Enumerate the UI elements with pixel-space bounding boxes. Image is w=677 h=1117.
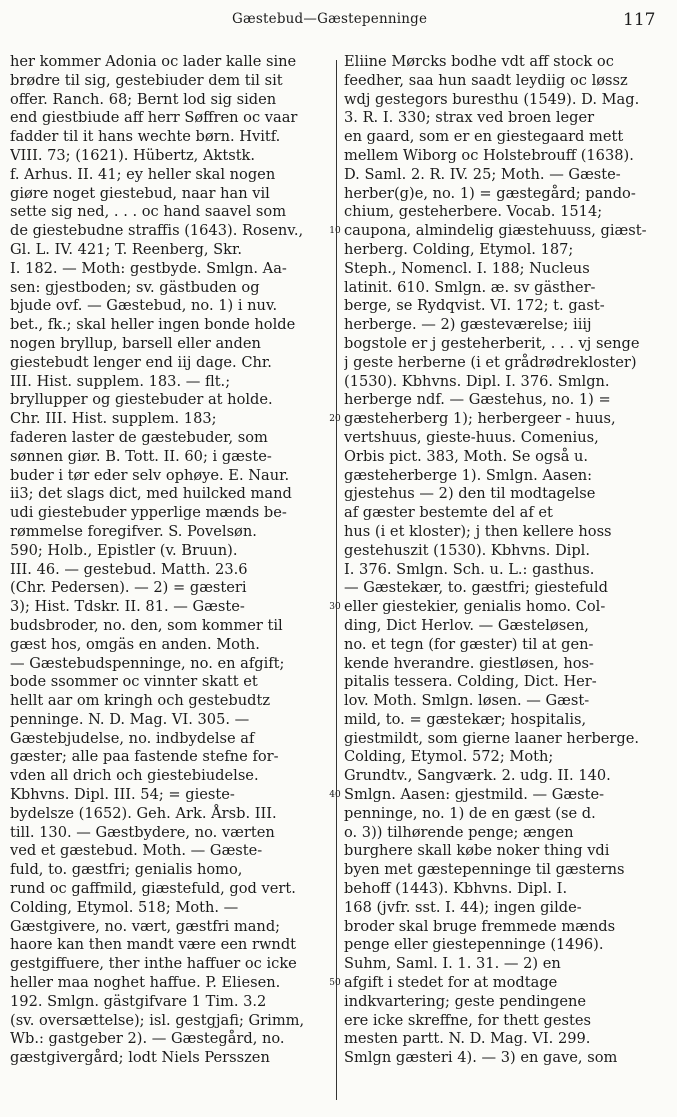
text-line: udi giestebuder ypperlige mænds be- xyxy=(10,504,287,522)
text-line: kende hverandre. giestløsen, hos- xyxy=(344,654,594,672)
text-line: broder skal bruge fremmede mænds xyxy=(344,917,616,935)
text-line: Smlgn gæsteri 4). — 3) en gave, som xyxy=(344,1049,618,1067)
text-line: en gaard, som er en giestegaard mett xyxy=(344,128,624,146)
text-line: bode ssommer oc vinnter skatt et xyxy=(10,673,258,691)
text-line: chium, gesteherbere. Vocab. 1514; xyxy=(344,203,603,221)
text-line: (Chr. Pedersen). — 2) = gæsteri xyxy=(10,579,247,597)
text-line: gjestehus — 2) den til modtagelse xyxy=(344,485,596,503)
text-line: haore kan then mandt være een rwndt xyxy=(10,936,297,954)
text-line: budsbroder, no. den, som kommer til xyxy=(10,616,283,634)
text-line: af gæster bestemte del af et xyxy=(344,504,553,522)
text-line: o. 3)) tilhørende penge; ængen xyxy=(344,823,574,841)
text-line: behoff (1443). Kbhvns. Dipl. I. xyxy=(344,880,568,898)
text-line: buder i tør eder selv ophøye. E. Naur. xyxy=(10,466,290,484)
page-number: 117 xyxy=(623,10,656,30)
text-line: vden all drich och giestebiudelse. xyxy=(10,767,259,785)
text-line: III. 46. — gestebud. Matth. 23.6 xyxy=(10,560,248,578)
text-line: — Gæstekær, to. gæstfri; giestefuld xyxy=(344,579,608,597)
text-line: gæstgivergård; lodt Niels Persszen xyxy=(10,1049,270,1067)
text-line: Gæstebjudelse, no. indbydelse af xyxy=(10,729,255,747)
text-line: Kbhvns. Dipl. III. 54; = gieste- xyxy=(10,786,235,804)
text-line: 168 (jvfr. sst. I. 44); ingen gilde- xyxy=(344,898,582,916)
text-line: Colding, Etymol. 572; Moth; xyxy=(344,748,554,766)
text-line: ii3; det slags dict, med huilcked mand xyxy=(10,485,292,503)
text-line: Gæstgivere, no. vært, gæstfri mand; xyxy=(10,917,281,935)
text-line: III. Hist. supplem. 183. — flt.; xyxy=(10,372,231,390)
text-line: mild, to. = gæstekær; hospitalis, xyxy=(344,710,587,728)
text-line: herberge ndf. — Gæstehus, no. 1) = xyxy=(344,391,611,409)
text-line: penninge. N. D. Mag. VI. 305. — xyxy=(10,710,250,728)
text-line: bryllupper og giestebuder at holde. xyxy=(10,391,273,409)
text-line: ere icke skreffne, for thett gestes xyxy=(344,1011,592,1029)
text-line: byen met gæstepenninge til gæsterns xyxy=(344,861,625,879)
text-line: bjude ovf. — Gæstebud, no. 1) i nuv. xyxy=(10,297,278,315)
text-line: caupona, almindelig giæstehuuss, giæst- xyxy=(344,222,647,240)
text-line: Steph., Nomencl. I. 188; Nucleus xyxy=(344,259,590,277)
text-line: gæsteherberg 1); herbergeer - huus, xyxy=(344,410,616,428)
text-line: afgift i stedet for at modtage xyxy=(344,974,558,992)
text-line: herberge. — 2) gæsteværelse; iiij xyxy=(344,316,592,334)
left-column xyxy=(10,53,330,1068)
text-line: latinit. 610. Smlgn. æ. sv gästher- xyxy=(344,278,596,296)
line-number: 50 xyxy=(329,978,341,989)
right-column xyxy=(344,53,670,1068)
text-line: bet., fk.; skal heller ingen bonde holde xyxy=(10,316,296,334)
text-line: gæst hos, omgäs en anden. Moth. xyxy=(10,635,260,653)
text-line: pitalis tessera. Colding, Dict. Her- xyxy=(344,673,597,691)
text-line: lov. Moth. Smlgn. løsen. — Gæst- xyxy=(344,692,590,710)
text-line: 3); Hist. Tdskr. II. 81. — Gæste- xyxy=(10,598,245,616)
text-line: fadder til it hans wechte børn. Hvitf. xyxy=(10,128,281,146)
text-line: 3. R. I. 330; strax ved broen leger xyxy=(344,109,595,127)
text-line: gæster; alle paa fastende stefne for- xyxy=(10,748,279,766)
text-line: gæsteherberge 1). Smlgn. Aasen: xyxy=(344,466,593,484)
text-line: offer. Ranch. 68; Bernt lod sig siden xyxy=(10,90,277,108)
text-line: f. Arhus. II. 41; ey heller skal nogen xyxy=(10,165,276,183)
text-line: Gl. L. IV. 421; T. Reenberg, Skr. xyxy=(10,240,242,258)
text-line: till. 130. — Gæstbydere, no. værten xyxy=(10,823,275,841)
text-line: brødre til sig, gestebiuder dem til sit xyxy=(10,71,283,89)
text-line: sette sig ned, . . . oc hand saavel som xyxy=(10,203,287,221)
text-line: de giestebudne straffis (1643). Rosenv., xyxy=(10,222,304,240)
text-line: Smlgn. Aasen: gjestmild. — Gæste- xyxy=(344,786,605,804)
running-head: Gæstebud—Gæstepenninge xyxy=(232,11,428,27)
text-line: Wb.: gastgeber 2). — Gæstegård, no. xyxy=(10,1030,285,1048)
text-line: nogen bryllup, barsell eller anden xyxy=(10,334,261,352)
text-line: heller maa noghet haffue. P. Eliesen. xyxy=(10,974,281,992)
text-line: burghere skall købe noker thing vdi xyxy=(344,842,610,860)
text-line: ved et gæstebud. Moth. — Gæste- xyxy=(10,842,263,860)
text-line: gestgiffuere, ther inthe haffuer oc icke xyxy=(10,955,297,973)
text-line: no. et tegn (for gæster) til at gen- xyxy=(344,635,594,653)
text-line: eller giestekier, genialis homo. Col- xyxy=(344,598,606,616)
text-line: faderen laster de gæstebuder, som xyxy=(10,428,268,446)
text-line: (sv. oversættelse); isl. gestgjafi; Grimm, xyxy=(10,1011,305,1029)
text-line: sønnen giør. B. Tott. II. 60; i gæste- xyxy=(10,447,272,465)
text-line: mellem Wiborg oc Holstebrouff (1638). xyxy=(344,146,634,164)
text-line: herberg. Colding, Etymol. 187; xyxy=(344,240,574,258)
text-line: 192. Smlgn. gästgifvare 1 Tim. 3.2 xyxy=(10,992,267,1010)
text-line: bydelsze (1652). Geh. Ark. Årsb. III. xyxy=(10,804,277,822)
line-number: 40 xyxy=(329,790,341,801)
line-number: 10 xyxy=(329,226,341,237)
text-line: penninge, no. 1) de en gæst (se d. xyxy=(344,804,596,822)
line-number: 30 xyxy=(329,602,341,613)
text-line: 590; Holb., Epistler (v. Bruun). xyxy=(10,541,238,559)
text-line: Colding, Etymol. 518; Moth. — xyxy=(10,898,239,916)
text-line: (1530). Kbhvns. Dipl. I. 376. Smlgn. xyxy=(344,372,610,390)
text-line: mesten partt. N. D. Mag. VI. 299. xyxy=(344,1030,591,1048)
text-line: Orbis pict. 383, Moth. Se også u. xyxy=(344,447,589,465)
text-line: j geste herberne (i et grådrødrekloster) xyxy=(344,353,637,371)
text-line: VIII. 73; (1621). Hübertz, Aktstk. xyxy=(10,146,256,164)
text-line: hellt aar om kringh och gestebudtz xyxy=(10,692,271,710)
text-line: wdj gestegors buresthu (1549). D. Mag. xyxy=(344,90,640,108)
text-line: I. 182. — Moth: gestbyde. Smlgn. Aa- xyxy=(10,259,287,277)
text-line: gestehuszit (1530). Kbhvns. Dipl. xyxy=(344,541,590,559)
text-line: bogstole er j gesteherberit, . . . vj senge xyxy=(344,334,640,352)
text-line: her kommer Adonia oc lader kalle sine xyxy=(10,53,297,70)
text-line: rund oc gaffmild, giæstefuld, god vert. xyxy=(10,880,296,898)
text-line: end giestbiude aff herr Søffren oc vaar xyxy=(10,109,298,127)
text-line: giestebudt lenger end iij dage. Chr. xyxy=(10,353,272,371)
column-divider xyxy=(336,60,337,1100)
text-line: feedher, saa hun saadt leydiig oc løssz xyxy=(344,71,628,89)
text-line: Chr. III. Hist. supplem. 183; xyxy=(10,410,217,428)
text-line: Eliine Mørcks bodhe vdt aff stock oc xyxy=(344,53,614,70)
text-line: vertshuus, gieste-huus. Comenius, xyxy=(344,428,599,446)
text-line: indkvartering; geste pendingene xyxy=(344,992,587,1010)
text-line: giestmildt, som gierne laaner herberge. xyxy=(344,729,640,747)
page-header xyxy=(0,0,677,60)
text-line: berge, se Rydqvist. VI. 172; t. gast- xyxy=(344,297,605,315)
text-line: hus (i et kloster); j then kellere hoss xyxy=(344,522,612,540)
text-line: Grundtv., Sangværk. 2. udg. II. 140. xyxy=(344,767,611,785)
text-line: D. Saml. 2. R. IV. 25; Moth. — Gæste- xyxy=(344,165,621,183)
text-line: fuld, to. gæstfri; genialis homo, xyxy=(10,861,243,879)
text-line: herber(g)e, no. 1) = gæstegård; pando- xyxy=(344,184,636,202)
text-line: I. 376. Smlgn. Sch. u. L.: gasthus. xyxy=(344,560,595,578)
text-line: Suhm, Saml. I. 1. 31. — 2) en xyxy=(344,955,561,973)
text-line: giøre noget giestebud, naar han vil xyxy=(10,184,270,202)
text-line: sen: gjestboden; sv. gästbuden og xyxy=(10,278,260,296)
line-number: 20 xyxy=(329,414,341,425)
text-line: ding, Dict Herlov. — Gæsteløsen, xyxy=(344,616,589,634)
text-line: penge eller giestepenninge (1496). xyxy=(344,936,604,954)
text-line: rømmelse foregifver. S. Povelsøn. xyxy=(10,522,257,540)
text-line: — Gæstebudspenninge, no. en afgift; xyxy=(10,654,285,672)
